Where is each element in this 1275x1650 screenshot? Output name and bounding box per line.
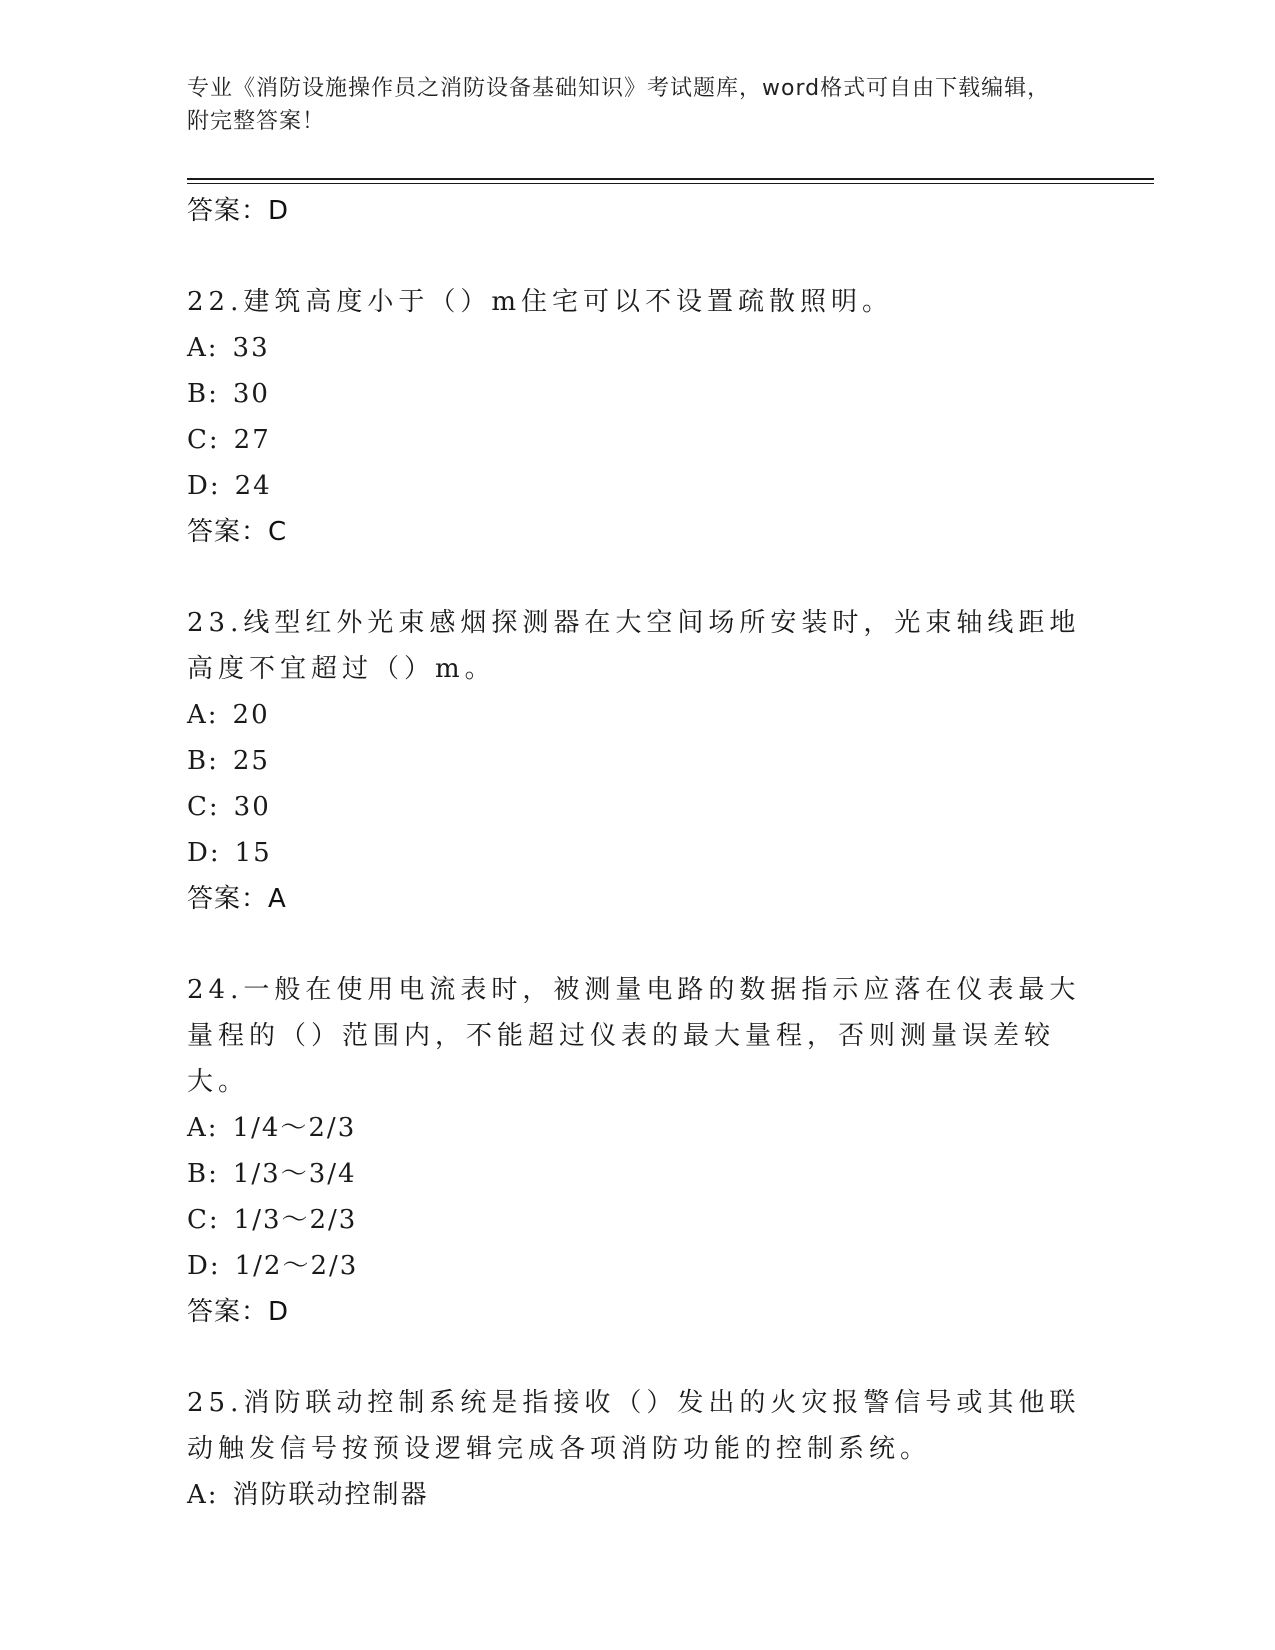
option-value: 1/3～2/3 (233, 1205, 358, 1235)
option-value: 1/4～2/3 (232, 1113, 357, 1143)
option-value: 1/3～3/4 (232, 1159, 357, 1189)
option-letter: A: (187, 1113, 219, 1143)
option-letter: C: (187, 425, 220, 455)
option-value: 消防联动控制器 (232, 1480, 429, 1510)
question-24 (187, 967, 1087, 1335)
question-text: 23.线型红外光束感烟探测器在大空间场所安装时，光束轴线距地高度不宜超过（）m。 (187, 608, 1081, 684)
option-c (187, 784, 1087, 830)
answer-23: 答案：A (187, 884, 287, 914)
option-letter: B: (187, 746, 219, 776)
option-d (187, 830, 1087, 876)
option-value: 30 (233, 792, 271, 822)
option-letter: B: (187, 379, 219, 409)
option-c (187, 417, 1087, 463)
question-text: 25.消防联动控制系统是指接收（）发出的火灾报警信号或其他联动触发信号按预设逻辑完成各项消防功能的控制系统。 (187, 1388, 1081, 1464)
header-divider-thick (187, 178, 1154, 180)
option-letter: D: (187, 471, 221, 501)
header-text: 专业《消防设施操作员之消防设备基础知识》考试题库，word格式可自由下载编辑，附完整答案！ (187, 76, 1051, 134)
option-d (187, 463, 1087, 509)
option-letter: B: (187, 1159, 219, 1189)
option-letter: D: (187, 838, 221, 868)
option-a (187, 325, 1087, 371)
option-b (187, 371, 1087, 417)
option-b (187, 738, 1087, 784)
option-letter: D: (187, 1251, 221, 1281)
question-text: 22.建筑高度小于（）m住宅可以不设置疏散照明。 (187, 287, 894, 317)
option-value: 15 (234, 838, 272, 868)
question-list (187, 188, 1087, 1518)
option-letter: A: (187, 1480, 219, 1510)
question-23 (187, 600, 1087, 922)
option-c (187, 1197, 1087, 1243)
document-header (187, 72, 1067, 138)
question-22 (187, 279, 1087, 555)
option-value: 33 (232, 333, 270, 363)
option-b (187, 1151, 1087, 1197)
option-a (187, 1105, 1087, 1151)
option-letter: C: (187, 1205, 220, 1235)
option-value: 25 (232, 746, 270, 776)
option-value: 27 (233, 425, 271, 455)
option-a (187, 692, 1087, 738)
option-letter: A: (187, 333, 219, 363)
question-25 (187, 1380, 1087, 1518)
option-letter: A: (187, 700, 219, 730)
question-text: 24.一般在使用电流表时，被测量电路的数据指示应落在仪表最大量程的（）范围内，不能超过仪表的最大量程，否则测量误差较大。 (187, 975, 1081, 1097)
option-value: 30 (232, 379, 270, 409)
option-d (187, 1243, 1087, 1289)
header-divider-thin (187, 183, 1154, 184)
option-value: 1/2～2/3 (234, 1251, 359, 1281)
answer-22: 答案：C (187, 517, 288, 547)
answer-24: 答案：D (187, 1297, 290, 1327)
option-value: 20 (232, 700, 270, 730)
option-a (187, 1472, 1087, 1518)
option-value: 24 (234, 471, 272, 501)
answer-previous: 答案：D (187, 196, 290, 226)
option-letter: C: (187, 792, 220, 822)
